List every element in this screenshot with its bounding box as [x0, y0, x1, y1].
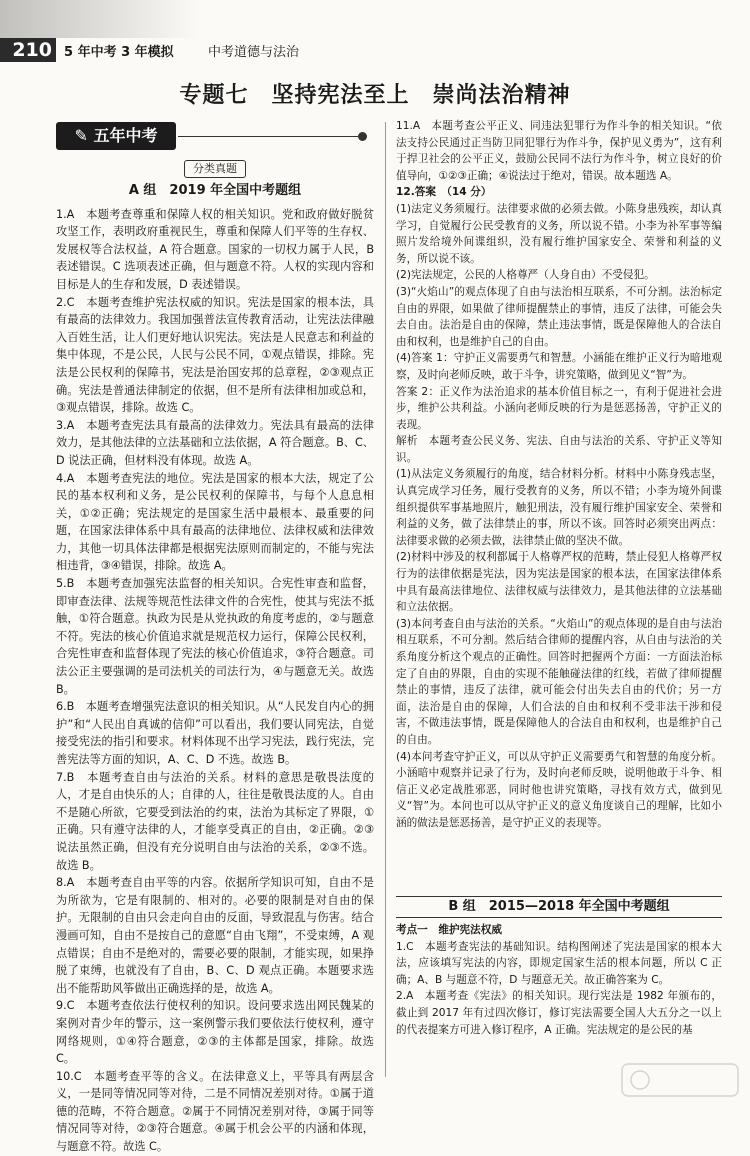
answer-paragraph: (3)“火焰山”的观点体现了自由与法治相互联系，不可分割。法治标定自由的界限，如果做了律师提醒禁止的事情，违反了法律，可能会失去自由。法治是自由的保障，禁止违法事情，既是保障他人的合法自由和权利，也是维护自己的自由。 — [396, 285, 722, 348]
dot-icon — [358, 132, 367, 141]
page-header — [0, 0, 750, 66]
subject-label: 中考道德与法治 — [208, 45, 300, 60]
book-icon: ✎ — [74, 126, 94, 145]
answer-paragraph: 4.A 本题考查宪法的地位。宪法是国家的根本大法，规定了公民的基本权利和义务，是公民权利的保障书，与每个人息息相关，①②正确；宪法规定的是国家生活中最根本、最重要的问题，在国家法律体系中具有最高的法律地位、法律权威和法律效力，其他一切具体法律都是根据宪法原则而制定的，不能与宪法相违背，③④错误，排除。故选 A。 — [56, 471, 374, 573]
answer-paragraph: (1)法定义务须履行。法律要求做的必须去做。小陈身患残疾，却认真学习，自觉履行公民受教育的义务，所以说不错。小李为补军事等编照片发给境外间谍组织，没有履行维护国家安全、荣誉和利益的义务，所以说不该。 — [396, 202, 722, 265]
section-badge: ✎ 五年中考 — [56, 122, 176, 150]
answer-paragraph: 11.A 本题考查公平正义、同违法犯罪行为作斗争的相关知识。“依法支持公民通过正当防卫同犯罪行为作斗争，保护见义勇为”，这有利于捍卫社会的公平正义，鼓励公民同不法行为作斗争，树立良好的价值导向，①②③正确；④说法过于绝对，错误。故本题选 A。 — [396, 120, 722, 182]
answer-paragraph: 8.A 本题考查自由平等的内容。依据所学知识可知，自由不是为所欲为，它是有限制的、相对的。必要的限制是对自由的保护。无限制的自由只会走向自由的反面，导致混乱与伤害。结合漫画可知，自由不是按自己的意愿“自由飞翔”，不受束缚，A 观点错误；自由不是绝对的，需要必要的限制，才能实现，如果挣脱了束缚，也就没有了自由，B、C、D 观点正确。本题要求选出不能帮助风筝做出正确选择的是，故选 A。 — [56, 876, 374, 995]
analysis-paragraph: (3)本问考查自由与法治的关系。“火焰山”的观点体现的是自由与法治相互联系，不可分割。然后结合律师的提醒内容，从自由与法治的关系角度分析这个观点的正确性。回答时把握两个方面：一方面法治标定了自由的界限，自由的实现不能触碰法律的红线，若做了律师提醒禁止的事情，违反了法律，就可能会付出失去自由的代价；另一方面，法治是自由的保障，人们合法的自由和权利不受非法干涉和侵害，不做违法事情，既是保障他人的合法自由和权利，也是维护自己的自由。 — [396, 617, 722, 746]
answer-paragraph: (2)宪法规定，公民的人格尊严（人身自由）不受侵犯。 — [396, 269, 655, 282]
answer-paragraph: 1.A 本题考查尊重和保障人权的相关知识。党和政府做好脱贫攻坚工作，表明政府重视民生，尊重和保障人们平等的生存权、发展权等合法权益，A 符合题意。国家的一切权力属于人民，B 表述错误。C 选项表述正确，但与题意不符。人权的实现内容和目标是人的生存和发展，D 表述错误。 — [56, 207, 374, 291]
group-b-heading: B 组 2015—2018 年全国中考题组 — [396, 896, 722, 918]
answer-paragraph: 5.B 本题考查加强宪法监督的相关知识。合宪性审查和监督，即审查法律、法规等规范性法律文件的合宪性，使其与宪法不抵触，①符合题意。执政为民是从党执政的角度考虑的，②与题意不符。宪法的核心价值追求就是规范权力运行，保障公民权利，合宪性审查和监督体现了宪法的核心价值追求，③符合题意。司法公正主要强调的是司法机关的司法行为，④与题意无关。故选 B。 — [56, 577, 374, 696]
answer-paragraph: 1.C 本题考查宪法的基础知识。结构图阐述了宪法是国家的根本大法，应该填写宪法的内容，即规定国家生活的根本问题，所以 C 正确；A、B 与题意不符，D 与题意无关。故正确答案为 C。 — [396, 940, 722, 986]
answer-heading: 12.答案 （14 分） — [396, 186, 492, 199]
analysis-paragraph: (2)材料中涉及的权利都属于人格尊严权的范畴，禁止侵犯人格尊严权行为的法律依据是宪法，因为宪法是国家的根本法，在国家法律体系中具有最高法律地位、法律权威与法律效力，是其他法律的立法基础和立法依据。 — [396, 551, 722, 614]
analysis-paragraph: (4)本问考查守护正义，可以从守护正义需要勇气和智慧的角度分析。小涵暗中观察并记录了行为，及时向老师反映，说明他敢于斗争、相信正义必定战胜邪恶，同时他也讲究策略，寻找有效方式，做到见义“智”为。本问也可以从守护正义的意义角度谈自己的理解，比如小涵的做法是惩恶扬善，是守护正义的表现等。 — [396, 750, 722, 829]
column-divider — [385, 122, 386, 1077]
watermark-logo — [620, 1062, 740, 1098]
right-column — [396, 118, 722, 832]
answer-paragraph: 2.A 本题考查《宪法》的相关知识。现行宪法是 1982 年颁布的，截止到 2017 年有过四次修订，修订宪法需要全国人大五分之一以上的代表提案方可进入修订程序，A 正确。宪法规定的是公民的基 — [396, 990, 722, 1036]
analysis-paragraph: (1)从法定义务须履行的角度，结合材料分析。材料中小陈身残志坚，认真完成学习任务，履行受教育的义务，所以不错；小李为境外间谍组织提供军事基地照片，触犯刑法，没有履行维护国家安全、荣誉和利益的义务，做了法律禁止的事，所以不该。回答时必须突出两点：法律要求做的必须去做，法律禁止做的坚决不做。 — [396, 468, 722, 547]
left-column — [56, 160, 374, 1156]
answer-paragraph: 3.A 本题考查宪法具有最高的法律效力。宪法具有最高的法律效力，是其他法律的立法基础和立法依据，A 符合题意。B、C、D 说法正确，但材料没有体现。故选 A。 — [56, 418, 374, 467]
answer-paragraph: 10.C 本题考查平等的含义。在法律意义上，平等具有两层含义，一是同等情况同等对待，二是不同情况差别对待。①属于道德的范畴，不符合题意。②属于不同情况差别对待，③属于同等情况同等对待，②③符合题意。④属于机会公平的内涵和体现，与题意不符。故选 C。 — [56, 1069, 374, 1154]
answer-paragraph: 2.C 本题考查维护宪法权威的知识。宪法是国家的根本法，具有最高的法律效力。我国加强普法宣传教育活动，让宪法法律融入百姓生活，让人们更好地认识宪法。宪法是人民意志和利益的集中体现，不是公民，人民与公民不同，①观点错误，排除。宪法是公民权利的保障书，宪法是治国安邦的总章程，②③观点正确。宪法是普通法律制定的依据，但不是所有法律相加或总和，③观点错误，排除。故选 C。 — [56, 295, 374, 415]
category-tag: 分类真题 — [56, 160, 374, 178]
kaodian-heading: 考点一 维护宪法权威 — [396, 924, 502, 936]
answer-paragraph: (4)答案 1：守护正义需要勇气和智慧。小涵能在维护正义行为暗地观察，及时向老师反映，敢于斗争，讲究策略，做到见义“智”为。 — [396, 352, 722, 381]
chapter-title: 专题七 坚持宪法至上 崇尚法治精神 — [179, 83, 571, 108]
answer-paragraph: 6.B 本题考查增强宪法意识的相关知识。从“人民发自内心的拥护”和“人民出自真诚的信仰”可以看出，我们要认同宪法，自觉接受宪法的指引和要求。材料体现不出学习宪法，践行宪法，完善宪法等方面的知识，A、C、D 不选。故选 B。 — [56, 700, 374, 766]
page-number: 210 — [0, 38, 56, 62]
answer-paragraph: 9.C 本题考查依法行使权利的知识。设问要求选出网民魏某的案例对青少年的警示，这一案例警示我们要依法行使权利，遵守网络规则，①④符合题意，②③的主体都是国家，排除。故选 C。 — [56, 999, 374, 1066]
header-decoration — [0, 0, 750, 38]
answer-paragraph: 7.B 本题考查自由与法治的关系。材料的意思是敬畏法度的人，才是自由快乐的人；自律的人，往往是敬畏法度的人。自由不是随心所欲，它要受到法治的约束，法治为其标定了界限，①正确。只有遵守法律的人，才能享受真正的自由，②正确。②③说法虽然正确，但没有充分说明自由与法治的关系，②③不选。故选 B。 — [56, 770, 374, 872]
group-a-heading: A 组 2019 年全国中考题组 — [128, 183, 302, 198]
book-title: 5 年中考 3 年模拟 — [64, 45, 174, 60]
answer-paragraph: 答案 2：正义作为法治追求的基本价值目标之一，有利于促进社会进步，维护公共利益。小涵向老师反映的行为是惩恶扬善，守护正义的表现。 — [396, 385, 722, 431]
group-b-content — [396, 922, 722, 1038]
analysis-paragraph: 解析 本题考查公民义务、宪法、自由与法治的关系、守护正义等知识。 — [396, 435, 722, 464]
section-banner — [56, 122, 368, 150]
